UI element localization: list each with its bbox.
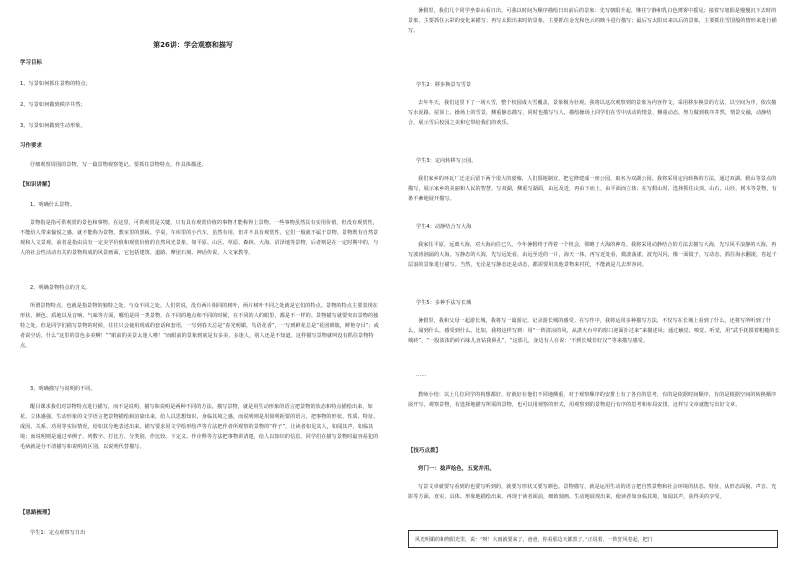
trick-1-heading: 窍门一：捻声绘色，五觉并用。 bbox=[418, 466, 495, 472]
right-column bbox=[408, 0, 780, 562]
knowledge-heading: 【知识讲解】 bbox=[20, 182, 53, 188]
student-4-heading: 学生4：动静结合写大海 bbox=[416, 224, 472, 230]
skills-heading: 【技巧点拨】 bbox=[408, 448, 441, 454]
homework-heading: 习作要求 bbox=[20, 143, 42, 149]
student-1-text: 暑假里，我们几个同学坐泰山看日出，可我以时间为顺序描绘日出前后的景象：先写朝阳升起，继往宁静和乳白色薄雾中摇见；接着写旭阳是慢慢沉下去时的景象，主要抓住云彩的变化来描写；再写太阳出来时的景象，主要抓住金光和色云的映斗进行描写；最后写太阳出来以后的景象，主要抓住雪国般的情形来进行描写。 bbox=[408, 8, 777, 34]
goal-2: 2、写景如何做到秩序井然； bbox=[20, 102, 86, 108]
method-heading: 【思路梳理】 bbox=[20, 510, 53, 516]
goal-1: 1、写景如何抓住景物的特点； bbox=[20, 81, 91, 87]
student-3-text: 我们家乡的环瓦厂迁走后留下两个很大的废墟，人们围地制宜，把它修建成一座公园，取名为双湖公园。我将采用定向转换的方法，通过双湖、假山等景点的描写，展示家乡的美丽和人民的智慧。写双湖，侧重写湖面，由远及近，再由下而上，由平面而立体；在写假山时，选择抓住山顶、山石、山径、树木等景物，有条不紊地展开描写。 bbox=[408, 176, 777, 202]
page-title: 第26讲：学会观察和描写 bbox=[153, 41, 233, 49]
teacher-summary: 教师小结：以上几位同学的构想都好，好就好在他们不同地侧重，对于观察顺序的安排上有了各自的思考，有的是依据时间顺序，有的是根据空间的转换顺序展开写，观察景物，有选择地描写所需的景物，也可以用观察的形式，用观察到的景物进行有序的思考和布局安排，这样写文章就能写出好文章。 bbox=[408, 392, 777, 408]
student-2-heading: 学生2：移步换景写雪景 bbox=[416, 82, 472, 88]
q3-text: 醒目课求我们对景物特点进行描写，而不是说明，描写和说明是两种不同的方法。描写景物，就是用生动形象的语言把景物的状态和特点描绘出来，如花、立体感强，生动形象的文学语言把景物描绘和渲染出来，给人以思想知识、身临其境之感。而说明则是用简明扼要的语言，把事物的形状、性质、特征、成因、关系、功用等实际情况，给如其分地表述出来。描写要求用文学绘形绘声等方法把作者所观察的景物的“样子”，让读者如见其人，如闻其声，如临其境；而说明则是通过举例子、列数字、打比方、分类别、作比较、下定义、作诠释等方法把事物讲清楚，给人以知识的信息。同学们在描写景物时最容易犯的毛病就是分不清描写和说明的区别，以说明代替描写。 bbox=[20, 404, 379, 450]
q1-text: 景物指是指可供观赏的景色和事物。在这里，可供观赏是关键，只有具有观赏价值的事物才能称得上景物。一些事物虽然具有实用价值，但没有观赏性，不能给人带来愉悦之感，就不能称为景物。教室里的黑板、学桌，车库里的小汽车，虽然有用，但并不具有观赏性，它们一般就不属于景物。景物既有自然景观和人文景观，前者是指由具有一定美学价值和观赏价值的自然风光景象，如平原、山区、草原、森林、大海、沼泽地等景物，后者则是在一定时期中的，与人的社会性活动有关的景物构成的风景画面，它包括建筑、道路、摩崖石刻、神话传说、人文家教等。 bbox=[20, 220, 379, 256]
trick-1-text: 写景文章就要写看到的也要写听到的，就要写形状又要写颜色。景物描写，就是运用生动的语言把自然景物和社会环境的状态、特征，从形态面貌、声音、光影等方面，直实、具体、形象地描绘出来。再现于读者面前，细致刻画、生动地展现出来，使读者如身临其境，如闻其声，获得美的享受。 bbox=[408, 484, 777, 500]
left-column bbox=[12, 0, 384, 562]
goal-3: 3、写景如何做到生动形象。 bbox=[20, 123, 86, 129]
student-5-text: 暑假里，我和父母一起游长城，我将写一篇游记，记录游长城的感受。在写作中，我将运用多种描写方法，不仅写在长城上看到了什么，还将写所听到了什么，闻到什么，感受到什么。比如，我将这样写到：用“一阵清凉的风，从湛火台中的窗口迎面扑过来”来描述风；通过触觉、嗅觉、听觉，用“武手抚摸着粗糙的长城砖”，“一股浓浓的砖石味儿直钻我鼻孔”，“这那儿，身边有人在说：'不到长城非好汉'”等来描写感受。 bbox=[408, 318, 780, 344]
q3-heading: 3、明确描写与说明的不同。 bbox=[30, 386, 96, 392]
q2-text: 所谓景物特点，也就是指景物的独特之处，与众不同之处。人们常说，没有两片相同的树叶，两片树叶不同之处就是它们的特点。景物的特点主要表现在形状、颜色、质地以及音响、气味等方面，哪怕是同一类景物，在不同的地点和不同的时候，在不同的人的眼里，都是不一样的。景物描写就要突出景物的独特之处。但是同学们描写景物的时候，往往只会使用现成的套话和套语，一写到春天总是“春光明媚，鸟语花香”，一写到鲜花总是“花团锦簇，鲜艳夺目”；或者说空话，什么“这里的景色多美啊！”“眼前的美景太迷人啦！”而眼前的景象到底是有多美，多迷人，别人还是不知道。这样描写景物就叫没有抓住景物特点。 bbox=[20, 303, 379, 349]
homework-text: 仔细观察周围的景物，写一篇景物观察笔记。要抓住景物特点，作具体描述。 bbox=[30, 162, 207, 168]
student-3-heading: 学生3：定向转移写公园。 bbox=[416, 158, 477, 164]
q1-heading: 1、明确什么景物。 bbox=[30, 202, 75, 208]
student-2-text: 去年冬天，我们这里下了一场大雪，整个校园成大雪覆盖，景象极为壮观。我将以这次观察到的景象为内容作文，采用移步换景的方法，以空间为序，依次描写水泥路、屋顶上、操场上的雪景，侧重静态描写，同时也描写与人，描绘操场上同学们在雪中活动的情景，侧重动态，努力做到秩序井然，情景交融，动静结合，展示雪后校园之美和它带给我们的欢乐。 bbox=[408, 100, 777, 126]
ellipsis: …… bbox=[416, 372, 427, 378]
student-1-heading: 学生1：定点观察写日出 bbox=[30, 530, 86, 536]
goals-heading: 学习目标 bbox=[20, 60, 42, 66]
q2-heading: 2、明确景物特点的含义。 bbox=[30, 285, 91, 291]
student-4-text: 我家住平原，远离大海，对大海向往已久。今年暑假终于得着一个机会，领略了大海的神奇。我将采用动静结合的方法去描写大海，先写风平浪静的大海，再写波涛汹涌的大海，写静态的大海，先写远处看，由远至近的一片，海天一体，再写近处看，微波荡漾，波光闪闪，像一面镜子，写动态，抓住海水翻滚，卷起千层浪的景象进行描写。当然，无论是写静态还是动态，都需要用其他景物来衬托，不能就是几去形容词。 bbox=[408, 242, 777, 268]
student-5-heading: 学生5：多种手法写长城 bbox=[416, 300, 472, 306]
example-text-box: 风光明媚的和煦阳光里，说：“呀！大雨就要来了，爸爸，你看那边天都黑了。”正说着，一阵狂风卷起，把门 bbox=[408, 530, 778, 548]
